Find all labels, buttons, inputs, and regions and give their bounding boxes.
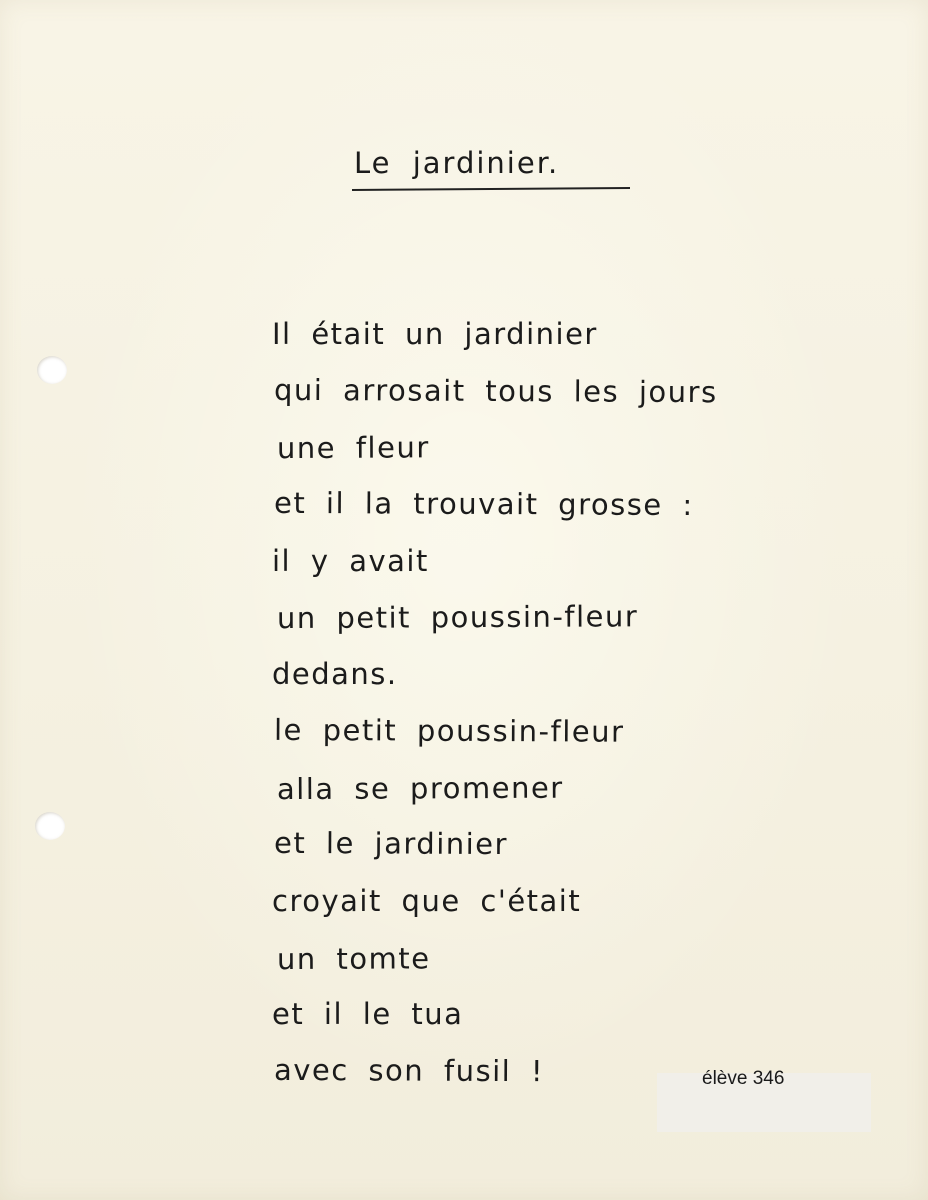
- poem-title: Le jardinier.: [354, 146, 560, 180]
- poem-line: dedans.: [272, 657, 398, 692]
- poem-line: il y avait: [272, 543, 429, 578]
- student-label: élève 346: [702, 1068, 785, 1089]
- punch-hole-top: [37, 356, 67, 384]
- poem-line: Il était un jardinier: [272, 317, 598, 351]
- poem-line: croyait que c'était: [272, 883, 582, 918]
- poem-line: avec son fusil !: [273, 1052, 545, 1089]
- poem-line: et il la trouvait grosse :: [273, 485, 694, 523]
- poem-line: un tomte: [276, 940, 431, 976]
- poem-line: un petit poussin-fleur: [276, 599, 639, 636]
- poem-line: une fleur: [276, 430, 430, 466]
- poem-line: alla se promener: [276, 770, 564, 806]
- poem-line: le petit poussin-fleur: [273, 712, 625, 749]
- poem-line: et il le tua: [272, 997, 464, 1032]
- title-underline: [352, 187, 630, 191]
- poem-body: [272, 314, 716, 1108]
- poem-line: et le jardinier: [273, 826, 509, 862]
- poem-line: qui arrosait tous les jours: [273, 372, 718, 409]
- punch-hole-bottom: [35, 812, 65, 840]
